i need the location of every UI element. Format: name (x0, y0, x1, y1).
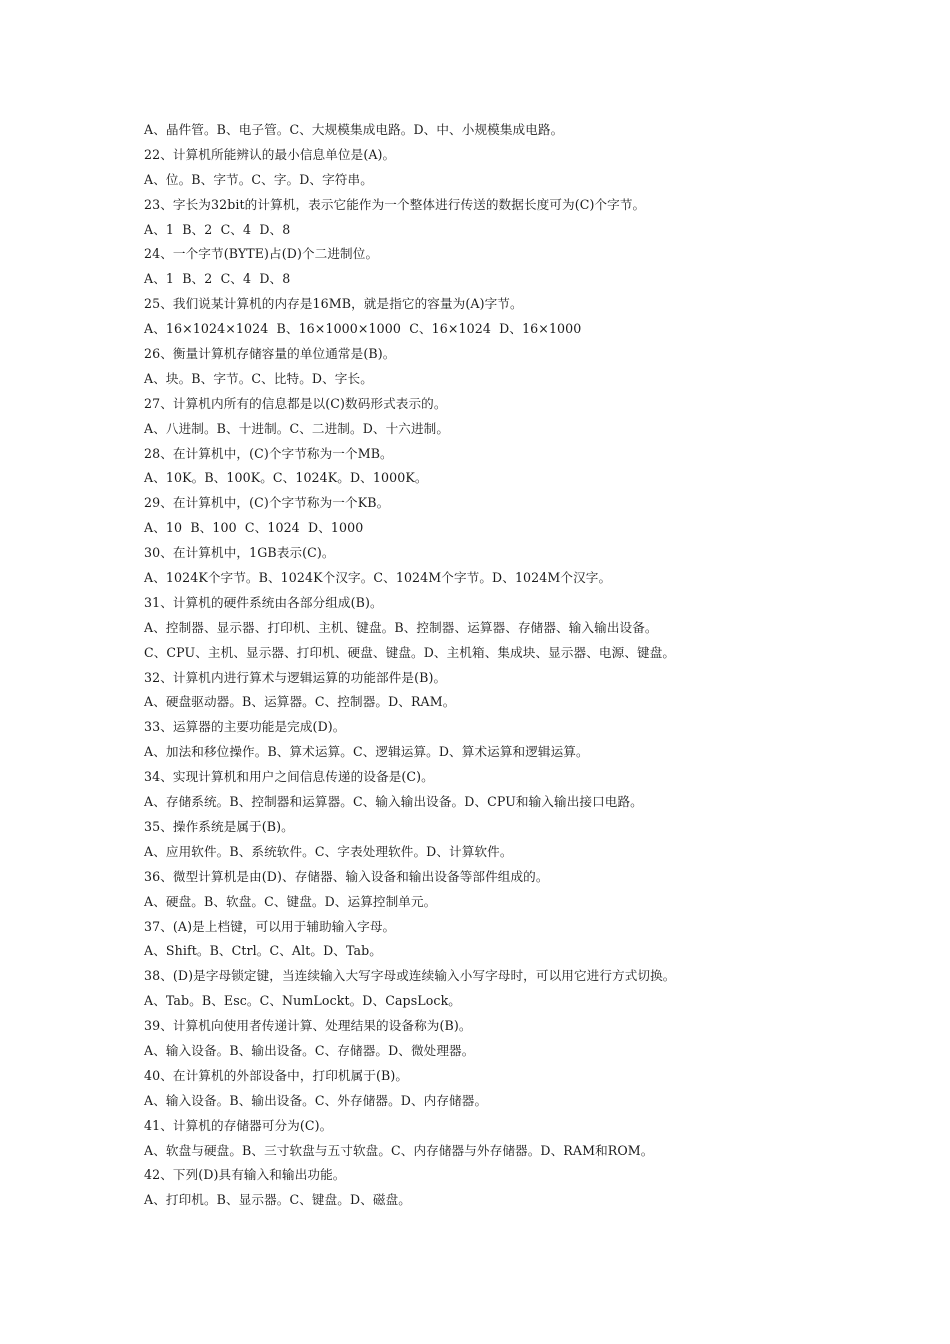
answer-options-line: A、存储系统。B、控制器和运算器。C、输入输出设备。D、CPU和输入输出接口电路。 (144, 794, 643, 810)
answer-options-line: A、Tab。B、Esc。C、NumLockt。D、CapsLock。 (144, 993, 461, 1009)
question-38: 38、(D)是字母锁定键，当连续输入大写字母或连续输入小写字母时，可以用它进行方式切换。 (144, 968, 676, 984)
question-41: 41、计算机的存储器可分为(C)。 (144, 1117, 333, 1133)
answer-options-line: A、1 B、2 C、4 D、8 (144, 271, 291, 287)
answer-options-line: A、1024K个字节。B、1024K个汉字。C、1024M个字节。D、1024M个汉字。 (144, 570, 612, 586)
answer-options-line: A、应用软件。B、系统软件。C、字表处理软件。D、计算软件。 (144, 843, 513, 859)
question-27: 27、计算机内所有的信息都是以(C)数码形式表示的。 (144, 395, 447, 411)
answer-options-line: A、Shift。B、Ctrl。C、Alt。D、Tab。 (144, 943, 382, 959)
question-25: 25、我们说某计算机的内存是16MB，就是指它的容量为(A)字节。 (144, 296, 523, 312)
answer-options-line: A、软盘与硬盘。B、三寸软盘与五寸软盘。C、内存储器与外存储器。D、RAM和ROM。 (144, 1142, 654, 1158)
question-37: 37、(A)是上档键，可以用于辅助输入字母。 (144, 918, 396, 934)
document-body (144, 118, 864, 1213)
answer-options-line: A、1 B、2 C、4 D、8 (144, 221, 291, 237)
answer-options-line: A、16×1024×1024 B、16×1000×1000 C、16×1024 D、16×1000 (144, 321, 582, 337)
question-42: 42、下列(D)具有输入和输出功能。 (144, 1167, 346, 1183)
question-31: 31、计算机的硬件系统由各部分组成(B)。 (144, 594, 383, 610)
answer-options-line: A、硬盘。B、软盘。C、键盘。D、运算控制单元。 (144, 893, 437, 909)
answer-options-line: C、CPU、主机、显示器、打印机、硬盘、键盘。D、主机箱、集成块、显示器、电源、键盘。 (144, 644, 676, 660)
answer-options-line: A、10 B、100 C、1024 D、1000 (144, 520, 364, 536)
question-30: 30、在计算机中，1GB表示(C)。 (144, 545, 335, 561)
answer-options-line: A、输入设备。B、输出设备。C、存储器。D、微处理器。 (144, 1042, 475, 1058)
answer-options-line: A、10K。B、100K。C、1024K。D、1000K。 (144, 470, 428, 486)
answer-options-line: A、输入设备。B、输出设备。C、外存储器。D、内存储器。 (144, 1092, 488, 1108)
question-33: 33、运算器的主要功能是完成(D)。 (144, 719, 346, 735)
answer-options-line: A、晶件管。B、电子管。C、大规模集成电路。D、中、小规模集成电路。 (144, 122, 564, 137)
question-39: 39、计算机向使用者传递计算、处理结果的设备称为(B)。 (144, 1018, 472, 1034)
answer-options-line: A、位。B、字节。C、字。D、字符串。 (144, 171, 373, 187)
question-28: 28、在计算机中，(C)个字节称为一个MB。 (144, 445, 393, 461)
answer-options-line: A、八进制。B、十进制。C、二进制。D、十六进制。 (144, 420, 450, 436)
question-32: 32、计算机内进行算术与逻辑运算的功能部件是(B)。 (144, 669, 447, 685)
answer-options-line: A、打印机。B、显示器。C、键盘。D、磁盘。 (144, 1192, 411, 1208)
answer-options-line: A、硬盘驱动器。B、运算器。C、控制器。D、RAM。 (144, 694, 456, 710)
answer-options-line: A、控制器、显示器、打印机、主机、键盘。B、控制器、运算器、存储器、输入输出设备。 (144, 619, 658, 635)
question-22: 22、计算机所能辨认的最小信息单位是(A)。 (144, 146, 396, 162)
question-24: 24、一个字节(BYTE)占(D)个二进制位。 (144, 246, 379, 262)
answer-options-line: A、加法和移位操作。B、算术运算。C、逻辑运算。D、算术运算和逻辑运算。 (144, 744, 589, 760)
question-34: 34、实现计算机和用户之间信息传递的设备是(C)。 (144, 769, 434, 785)
answer-options-line: A、块。B、字节。C、比特。D、字长。 (144, 370, 373, 386)
question-26: 26、衡量计算机存储容量的单位通常是(B)。 (144, 346, 396, 362)
question-35: 35、操作系统是属于(B)。 (144, 818, 294, 834)
question-29: 29、在计算机中，(C)个字节称为一个KB。 (144, 495, 390, 511)
question-40: 40、在计算机的外部设备中，打印机属于(B)。 (144, 1067, 409, 1083)
question-23: 23、字长为32bit的计算机，表示它能作为一个整体进行传送的数据长度可为(C)个字节。 (144, 196, 646, 212)
question-36: 36、微型计算机是由(D)、存储器、输入设备和输出设备等部件组成的。 (144, 868, 549, 884)
